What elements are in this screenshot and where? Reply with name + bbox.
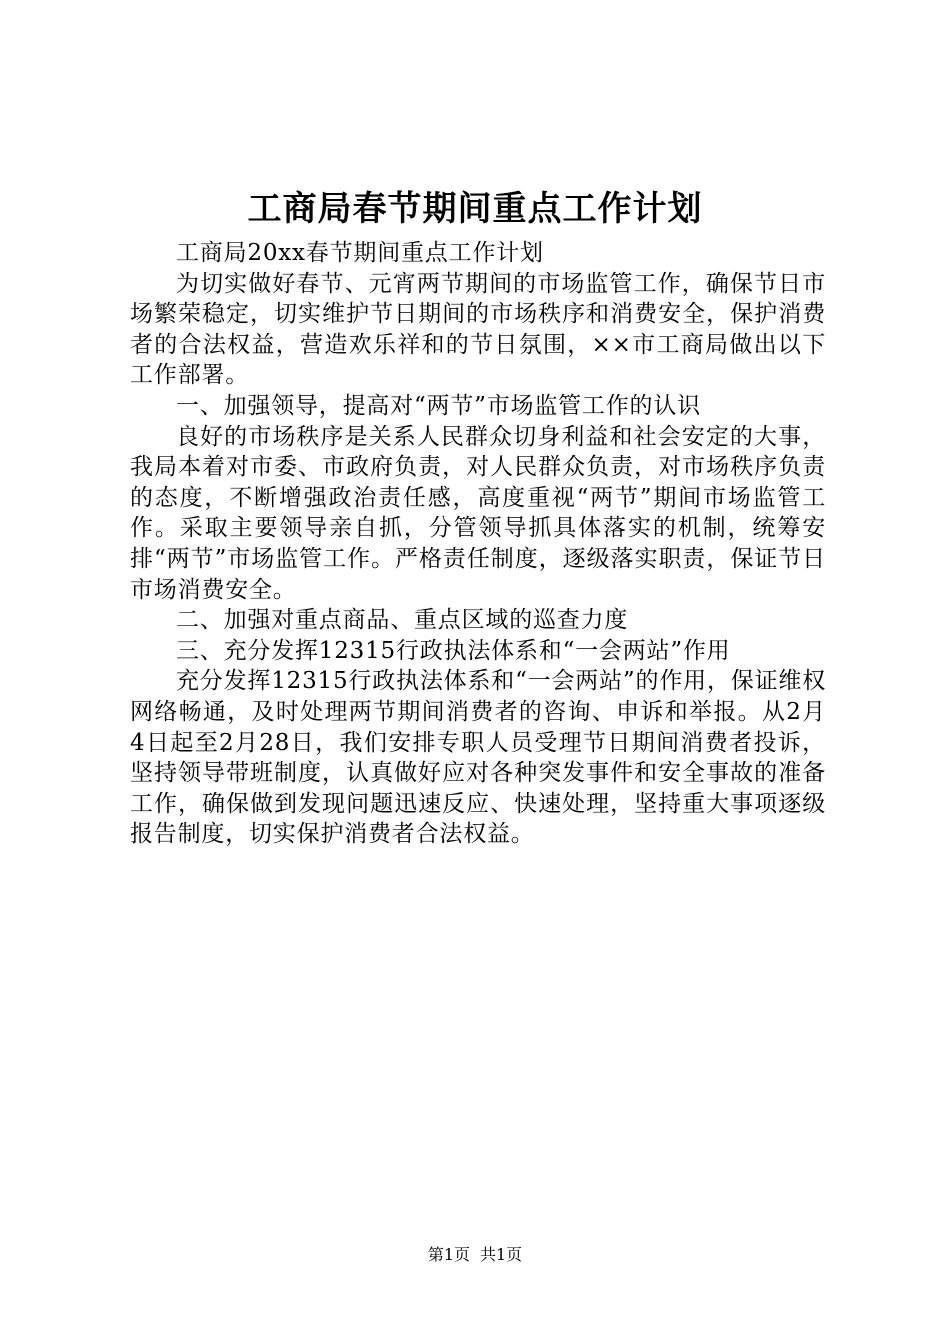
document-title: 工商局春节期间重点工作计划 bbox=[247, 189, 703, 229]
paragraph-intro: 为切实做好春节、元宵两节期间的市场监管工作，确保节日市场繁荣稳定，切实维护节日期间的市场秩序和消费安全，保护消费者的合法权益，营造欢乐祥和的节日氛围，××市工商局做出以下工作部署。 bbox=[130, 270, 826, 389]
page-number: 第1页 bbox=[427, 1245, 470, 1264]
paragraph-section-3: 充分发挥12315行政执法体系和“一会两站”的作用，保证维权网络畅通，及时处理两节期间消费者的咨询、申诉和举报。从2月4日起至2月28日，我们安排专职人员受理节日期间消费者投诉，坚持领导带班制度，认真做好应对各种突发事件和安全事故的准备工作，确保做到发现问题迅速反应、快速处理，坚持重大事项逐级报告制度，切实保护消费者合法权益。 bbox=[130, 668, 826, 848]
paragraph-subtitle: 工商局20xx春节期间重点工作计划 bbox=[176, 240, 544, 266]
section-heading-3: 三、充分发挥12315行政执法体系和“一会两站”作用 bbox=[176, 637, 731, 664]
page-footer bbox=[0, 1244, 950, 1266]
paragraph-section-1: 良好的市场秩序是关系人民群众切身利益和社会安定的大事，我局本着对市委、市政府负责，对人民群众负责，对市场秩序负责的态度，不断增强政治责任感，高度重视“两节”期间市场监管工作。采取主要领导亲自抓，分管领导抓具体落实的机制，统筹安排“两节”市场监管工作。严格责任制度，逐级落实职责，保证节日市场消费安全。 bbox=[130, 423, 826, 603]
page-total: 共1页 bbox=[480, 1245, 523, 1264]
section-heading-1: 一、加强领导，提高对“两节”市场监管工作的认识 bbox=[176, 392, 701, 419]
document-body bbox=[130, 238, 826, 850]
section-heading-2: 二、加强对重点商品、重点区域的巡查力度 bbox=[176, 607, 629, 634]
